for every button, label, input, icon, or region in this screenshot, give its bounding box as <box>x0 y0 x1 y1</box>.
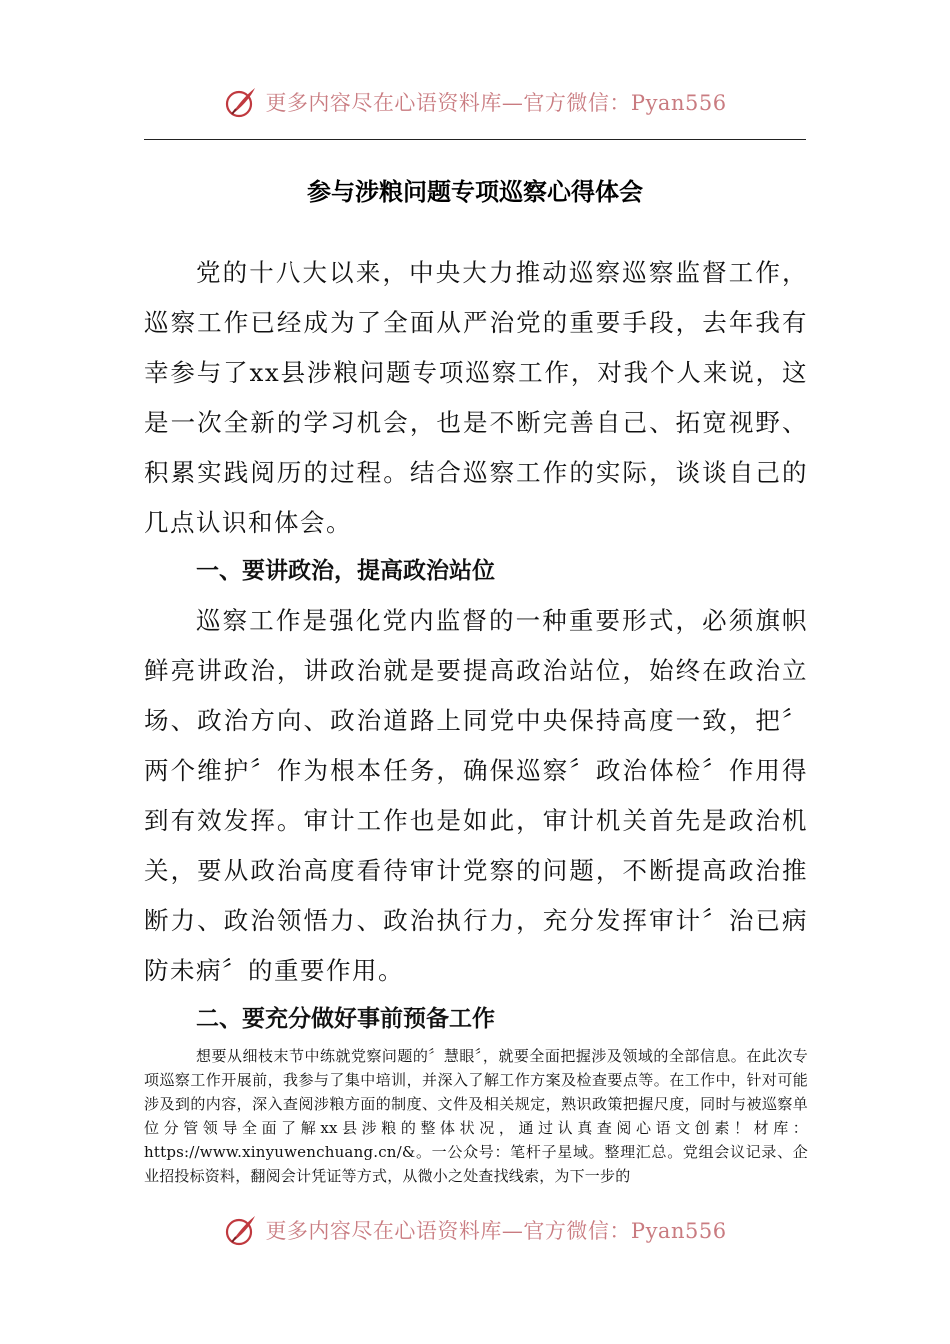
document-title: 参与涉粮问题专项巡察心得体会 <box>307 178 643 206</box>
header-divider <box>144 139 806 140</box>
section-1-heading: 一、要讲政治，提高政治站位 <box>196 558 495 584</box>
intro-paragraph: 党的十八大以来，中央大力推动巡察巡察监督工作，巡察工作已经成为了全面从严治党的重要手段，去年我有幸参与了xx县涉粮问题专项巡察工作，对我个人来说，这是一次全新的学习机会，也是不断完善自己、拓宽视野、积累实践阅历的过程。结合巡察工作的实际，谈谈自己的几点认识和体会。 <box>144 258 808 537</box>
section-2-heading: 二、要充分做好事前预备工作 <box>196 1006 495 1032</box>
quill-pen-logo-icon <box>223 84 259 120</box>
header-watermark <box>0 80 950 124</box>
watermark-text: 更多内容尽在心语资料库—官方微信：Pyan556 <box>265 1219 727 1243</box>
footer-watermark <box>0 1208 950 1252</box>
quill-pen-logo-icon <box>223 1212 259 1248</box>
section-2-paragraph: 想要从细枝末节中练就党察问题的〞慧眼〞，就要全面把握涉及领域的全部信息。在此次专项巡察工作开展前，我参与了集中培训，并深入了解工作方案及检查要点等。在工作中，针对可能涉及到的内容，深入查阅涉粮方面的制度、文件及相关规定，熟识政策把握尺度，同时与被巡察单位分管领导全面了解xx县涉粮的整体状况，通过认真查阅心语文创素！材库：https://www.xinyuwenchuang.cn/&。一公众号：笔杆子星域。整理汇总。党组会议记录、企业招投标资料，翻阅会计凭证等方式，从微小之处查找线索，为下一步的 <box>144 1047 808 1185</box>
watermark-text: 更多内容尽在心语资料库—官方微信：Pyan556 <box>265 91 727 115</box>
section-1-paragraph: 巡察工作是强化党内监督的一种重要形式，必须旗帜鲜亮讲政治，讲政治就是要提高政治站位，始终在政治立场、政治方向、政治道路上同党中央保持高度一致，把〞两个维护〞作为根本任务，确保巡察〞政治体检〞作用得到有效发挥。审计工作也是如此，审计机关首先是政治机关，要从政治高度看待审计党察的问题，不断提高政治推断力、政治领悟力、政治执行力，充分发挥审计〞治已病防未病〞的重要作用。 <box>144 606 808 985</box>
